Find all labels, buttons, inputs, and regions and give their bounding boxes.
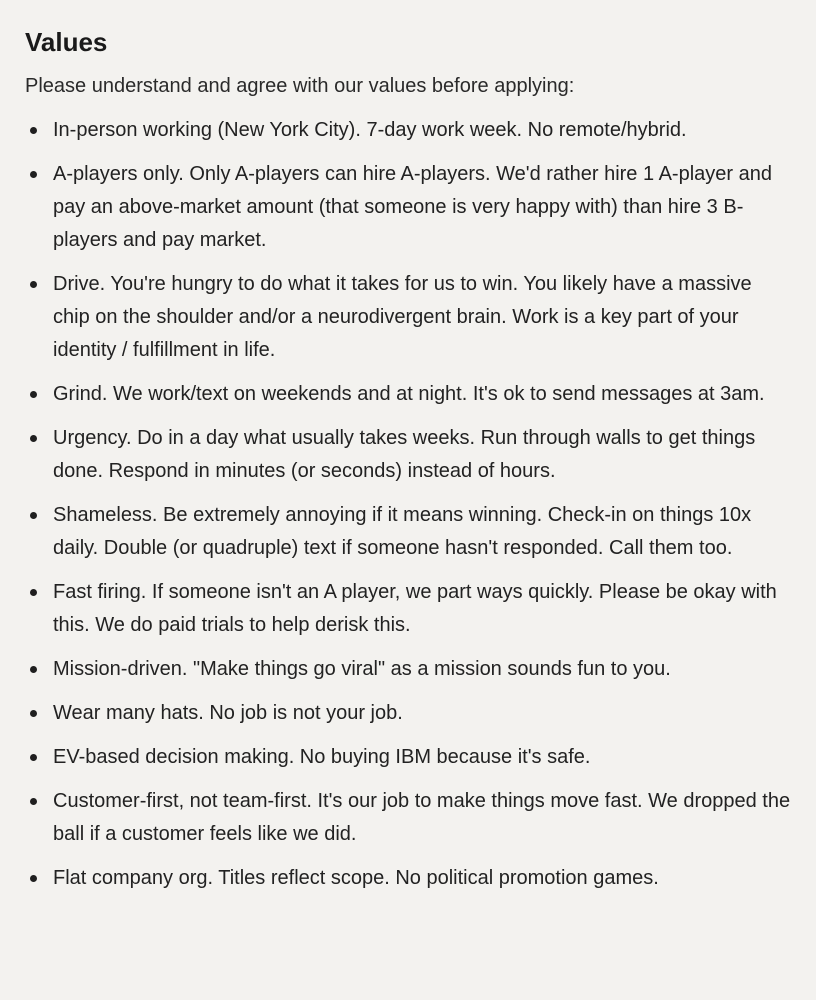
value-item (25, 785, 792, 851)
value-item (25, 576, 792, 642)
value-text: Urgency. Do in a day what usually takes weeks. Run through walls to get things done. Respond in minutes (or seconds) instead of hours. (53, 427, 756, 482)
value-text: Fast firing. If someone isn't an A player, we part ways quickly. Please be okay with this. We do paid trials to help derisk this. (53, 581, 777, 636)
bullet-icon (30, 666, 37, 673)
values-list (25, 114, 792, 895)
value-text: Customer-first, not team-first. It's our job to make things move fast. We dropped the ball if a customer feels like we did. (53, 790, 791, 845)
value-item (25, 862, 792, 895)
value-text: Drive. You're hungry to do what it takes for us to win. You likely have a massive chip on the shoulder and/or a neurodivergent brain. Work is a key part of your identity / fulfillment in life. (53, 273, 752, 361)
value-item (25, 697, 792, 730)
bullet-icon (30, 512, 37, 519)
section-title: Values (25, 27, 108, 57)
bullet-icon (30, 875, 37, 882)
value-item (25, 114, 792, 147)
value-item (25, 158, 792, 257)
bullet-icon (30, 435, 37, 442)
bullet-icon (30, 127, 37, 134)
value-item (25, 741, 792, 774)
bullet-icon (30, 589, 37, 596)
value-item (25, 499, 792, 565)
value-text: EV-based decision making. No buying IBM because it's safe. (53, 746, 591, 768)
bullet-icon (30, 754, 37, 761)
value-text: Flat company org. Titles reflect scope. No political promotion games. (53, 867, 659, 889)
bullet-icon (30, 798, 37, 805)
value-text: A-players only. Only A-players can hire A-players. We'd rather hire 1 A-player and pay an above-market amount (that someone is very happy with) than hire 3 B-players and pay market. (53, 163, 772, 251)
value-item (25, 422, 792, 488)
value-item (25, 378, 792, 411)
bullet-icon (30, 710, 37, 717)
section-intro: Please understand and agree with our values before applying: (25, 75, 575, 97)
bullet-icon (30, 391, 37, 398)
value-text: Shameless. Be extremely annoying if it means winning. Check-in on things 10x daily. Double (or quadruple) text if someone hasn't responded. Call them too. (53, 504, 752, 559)
value-text: In-person working (New York City). 7-day work week. No remote/hybrid. (53, 119, 687, 141)
value-text: Wear many hats. No job is not your job. (53, 702, 403, 724)
value-text: Grind. We work/text on weekends and at night. It's ok to send messages at 3am. (53, 383, 765, 405)
bullet-icon (30, 171, 37, 178)
bullet-icon (30, 281, 37, 288)
value-text: Mission-driven. "Make things go viral" as a mission sounds fun to you. (53, 658, 671, 680)
value-item (25, 653, 792, 686)
value-item (25, 268, 792, 367)
